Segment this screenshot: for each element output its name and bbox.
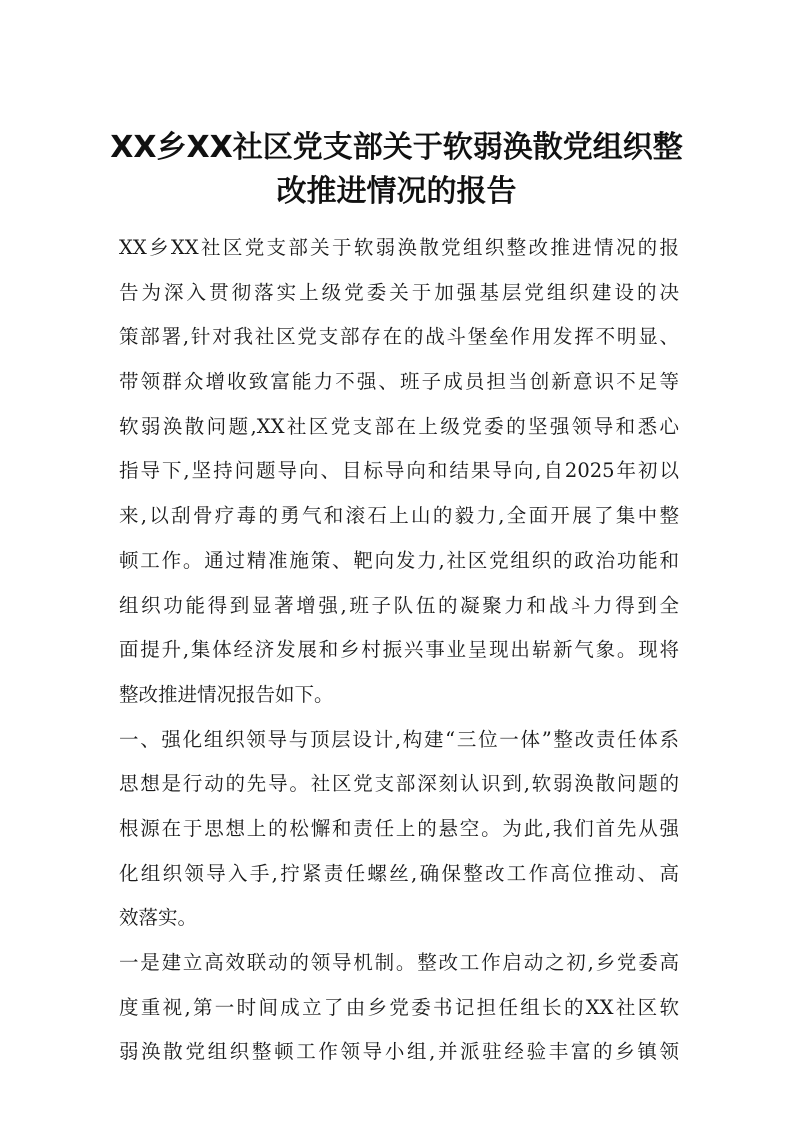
body-line: 面提升,集体经济发展和乡村振兴事业呈现出崭新气象。现将 bbox=[119, 638, 679, 662]
section-heading: 一、强化组织领导与顶层设计,构建“三位一体”整改责任体系 bbox=[119, 727, 679, 751]
body-line: 一是建立高效联动的领导机制。整改工作启动之初,乡党委高 bbox=[119, 951, 679, 974]
body-line: 顿工作。通过精准施策、靶向发力,社区党组织的政治功能和 bbox=[119, 548, 679, 572]
body-line: 来,以刮骨疗毒的勇气和滚石上山的毅力,全面开展了集中整 bbox=[119, 504, 679, 528]
document-title-line-2: 改推进情况的报告 bbox=[276, 174, 517, 209]
body-line: 效落实。 bbox=[119, 906, 198, 930]
body-line: 组织功能得到显著增强,班子队伍的凝聚力和战斗力得到全 bbox=[119, 593, 679, 617]
document-body bbox=[119, 226, 679, 1075]
body-line: 弱涣散党组织整顿工作领导小组,并派驻经验丰富的乡镇领 bbox=[119, 1040, 679, 1064]
body-line: 指导下,坚持问题导向、目标导向和结果导向,自2025年初以 bbox=[119, 459, 679, 483]
body-line: 根源在于思想上的松懈和责任上的悬空。为此,我们首先从强 bbox=[119, 816, 679, 840]
body-line: 度重视,第一时间成立了由乡党委书记担任组长的XX社区软 bbox=[119, 995, 679, 1019]
document-title-line-1: XX乡XX社区党支部关于软弱涣散党组织整 bbox=[110, 130, 683, 165]
body-line: 化组织领导入手,拧紧责任螺丝,确保整改工作高位推动、高 bbox=[119, 861, 679, 885]
body-line: 策部署,针对我社区党支部存在的战斗堡垒作用发挥不明显、 bbox=[119, 325, 679, 349]
body-line: 带领群众增收致富能力不强、班子成员担当创新意识不足等 bbox=[119, 370, 679, 394]
body-line: 软弱涣散问题,XX社区党支部在上级党委的坚强领导和悉心 bbox=[119, 414, 679, 438]
body-line: 整改推进情况报告如下。 bbox=[119, 682, 334, 706]
body-line: 思想是行动的先导。社区党支部深刻认识到,软弱涣散问题的 bbox=[119, 772, 679, 796]
body-line: XX乡XX社区党支部关于软弱涣散党组织整改推进情况的报 bbox=[119, 236, 679, 259]
body-line: 告为深入贯彻落实上级党委关于加强基层党组织建设的决 bbox=[119, 280, 679, 304]
